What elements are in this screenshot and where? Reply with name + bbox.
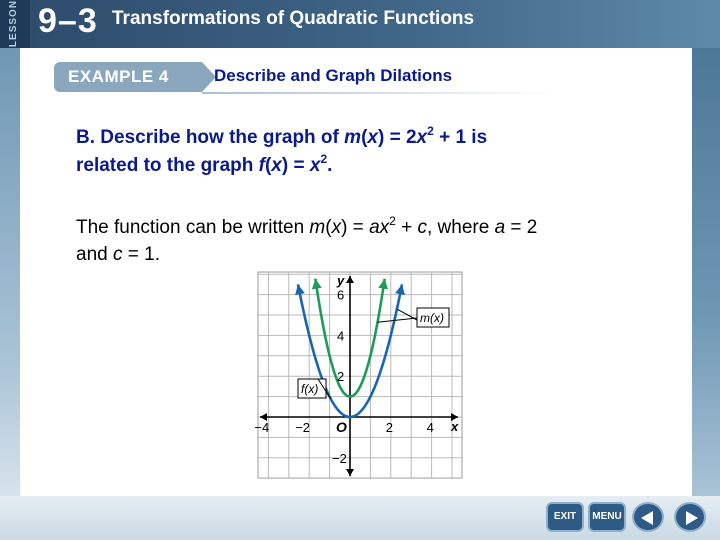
- lesson-tab: [0, 0, 30, 48]
- question-fn-f: f: [258, 155, 265, 176]
- question-line1-pre: Describe how the graph of: [100, 127, 345, 148]
- x-tick-label: −2: [295, 420, 311, 435]
- question-var-x: x: [367, 127, 378, 148]
- menu-button[interactable]: MENU: [588, 502, 626, 532]
- question-var-x3: x: [271, 155, 282, 176]
- question-var-x4: x: [309, 155, 321, 176]
- answer-x: x: [331, 217, 342, 238]
- answer-text1: The function can be written: [76, 217, 310, 238]
- question-line1-eq: = 2: [384, 127, 417, 148]
- y-axis-label: y: [337, 273, 345, 288]
- x-tick-label: 2: [385, 420, 394, 435]
- answer-x2: x: [379, 217, 390, 238]
- x-axis-label: x: [451, 419, 459, 434]
- answer-c-eq: = 1.: [122, 244, 160, 265]
- arrow-right-icon: [686, 511, 698, 525]
- graph-canvas: [254, 272, 462, 478]
- x-tick-label: 4: [426, 420, 434, 435]
- exit-button[interactable]: EXIT: [546, 502, 584, 532]
- lesson-header: [0, 0, 720, 48]
- x-tick-label: −4: [254, 420, 270, 435]
- right-decor-panel: [692, 48, 720, 496]
- question-var-x2: x: [416, 127, 428, 148]
- answer-a-eq: = 2: [505, 217, 538, 238]
- question-line2-pre: related to the graph: [76, 155, 259, 176]
- y-tick-label: −2: [332, 450, 347, 466]
- question-exp2: 2: [320, 152, 328, 166]
- answer-c2: c: [112, 244, 123, 265]
- question-part: B.: [76, 127, 95, 148]
- y-tick-label: 6: [337, 287, 345, 303]
- arrow-left-icon: [641, 511, 653, 525]
- bottom-nav: [0, 496, 720, 540]
- question-fn-m: m: [344, 127, 362, 148]
- example-label: EXAMPLE 4: [68, 67, 169, 86]
- question-exp1: 2: [427, 124, 434, 138]
- answer-where: , where: [426, 217, 495, 238]
- answer-m: m: [309, 217, 326, 238]
- question-line2-eq: =: [288, 155, 310, 176]
- lesson-word: LESSON: [8, 0, 20, 48]
- origin-label: O: [336, 419, 347, 435]
- lesson-title: Transformations of Quadratic Functions: [112, 8, 475, 29]
- f-curve-label: f(x): [301, 382, 319, 396]
- answer-plus: +: [395, 217, 418, 238]
- question-line1-post: + 1 is: [433, 127, 488, 148]
- answer-text: The function can be written $m(x) = ax^2 + c$, where a = 2 and c = 1.: [76, 214, 538, 265]
- parabola-graph: [254, 272, 462, 478]
- y-tick-label: 4: [337, 328, 345, 344]
- example-title: Describe and Graph Dilations: [214, 66, 453, 85]
- y-tick-label: 2: [337, 369, 345, 385]
- answer-a: a: [369, 217, 380, 238]
- lesson-number: 9–3: [38, 2, 98, 40]
- question-line2-post: .: [327, 155, 333, 176]
- m-curve-label: m(x): [420, 311, 444, 325]
- left-decor-panel: [0, 48, 20, 496]
- answer-exp: 2: [389, 214, 396, 228]
- question-text: B. Describe how the graph of $m(x) = 2x^2 + 1$ is related to the graph $f(x) = x^2$.: [76, 124, 488, 176]
- title-rule: [202, 92, 558, 94]
- answer-c: c: [417, 217, 427, 238]
- answer-line2-pre: and: [76, 244, 113, 265]
- previous-button[interactable]: [632, 502, 664, 532]
- answer-eq: =: [347, 217, 370, 238]
- answer-a2: a: [494, 217, 506, 238]
- example-banner: [54, 62, 202, 92]
- next-button[interactable]: [674, 502, 706, 532]
